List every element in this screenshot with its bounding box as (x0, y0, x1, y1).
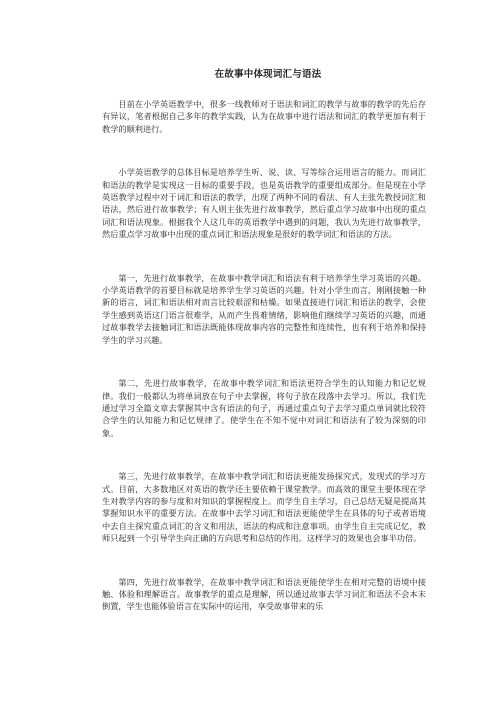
paragraph-point-one: 第一，先进行故事教学，在故事中教学词汇和语法有利于培养学生学习英语的兴趣。小学英语教学的首要目标就是培养学生学习英语的兴趣。针对小学生而言，刚刚接触一种新的语言，词汇和语法相对而言比较艰涩和枯燥。如果直接进行词汇和语法的教学，会使学生感到英语这门语言很难学，从而产生畏难情绪，影响他们继续学习英语的兴趣，而通过故事教学去接触词汇和语法既能体现故事内容的完整性和连续性，也有利于培养和保持学生的学习兴趣。 (102, 272, 426, 345)
paragraph-point-three: 第三，先进行故事教学，在故事中教学词汇和语法更能发扬探究式，发现式的学习方式。目前，大多数地区对英语的教学还主要依赖于课堂教学。而高效的课堂主要体现在学生对教学内容的参与度和对知识的掌握程度上。而学生自主学习，自己总结无疑是提高其掌握知识水平的重要方法。在故事中去学习词汇和语法更能使学生在具体的句子或者语境中去自主探究重点词汇的含义和用法，语法的构成和注意事项。由学生自主完成记忆，教师只起到一个引导学生向正确的方向思考和总结的作用。这样学习的效果也会事半功倍。 (102, 471, 426, 544)
document-title: 在故事中体现词汇与语法 (214, 69, 322, 80)
paragraph-objectives: 小学英语教学的总体目标是培养学生听、说、读、写等综合运用语言的能力。而词汇和语法的教学是实现这一目标的重要手段，也是英语教学的重要组成部分。但是现在小学英语教学过程中对于词汇和语法的教学，出现了两种不同的看法、有人主张先教授词汇和语法，然后进行故事教学；有人则主张先进行故事教学，然后重点学习故事中出现的重点词汇和语法现象。根据我个人这几年的英语教学中遇到的问题，我认为先进行故事教学，然后重点学习故事中出现的重点词汇和语法现象是很好的教学词汇和语法的方法。 (102, 167, 426, 240)
paragraph-intro: 目前在小学英语教学中，很多一线教师对于语法和词汇的教学与故事的教学的先后存有异议，笔者根据自己多年的教学实践，认为在故事中进行语法和词汇的教学更加有利于教学的顺利进行。 (102, 99, 426, 134)
paragraph-point-two: 第二，先进行故事教学，在故事中教学词汇和语法更符合学生的认知能力和记忆规律。我们一般都认为将单词放在句子中去掌握，将句子放在段落中去学习。所以，我们先通过学习全篇文章去掌握其中含有语法的句子，再通过重点句子去学习重点单词就比较符合学生的认知能力和记忆规律了。使学生在不知不觉中对词汇和语法有了较为深刻的印象。 (102, 378, 426, 438)
paragraph-point-four: 第四，先进行故事教学，在故事中教学词汇和语法更能使学生在相对完整的语境中接触、体验和理解语言。故事教学的重点是理解，所以通过故事去学习词汇和语法不会本末倒置，学生也能体验语言在实际中的运用，享受故事带来的乐 (102, 576, 426, 612)
